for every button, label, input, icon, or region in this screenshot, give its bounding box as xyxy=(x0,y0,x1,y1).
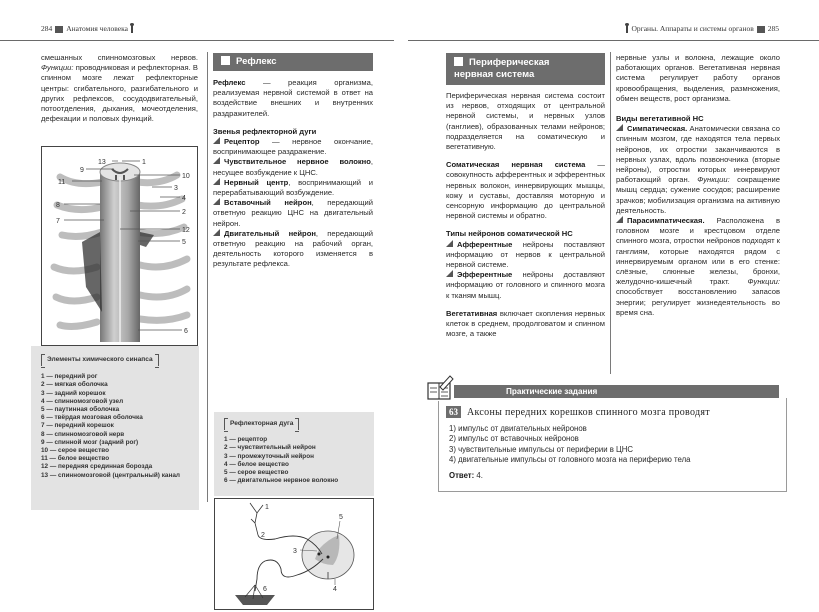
callout-13: 13 xyxy=(98,159,106,166)
legend-item: 4 — белое вещество xyxy=(224,460,289,468)
question-text: Аксоны передних корешков спинного мозга проводят xyxy=(467,407,710,418)
link-term: Чувствительное нервное волокно xyxy=(224,157,371,167)
reflex-link xyxy=(213,157,373,177)
link-term: Двигательный нейрон xyxy=(224,228,316,238)
link-text: , воспринимающий и перерабатывающий возбуждение. xyxy=(213,177,373,198)
reflex-arc-legend xyxy=(214,412,374,496)
question-row xyxy=(446,406,776,418)
legend-item: 5 — серое вещество xyxy=(224,469,289,477)
reflex-link xyxy=(213,178,373,198)
reflex-arc-links-title: Звенья рефлекторной дуги xyxy=(213,126,317,136)
callout-3: 3 xyxy=(174,185,178,192)
synapse-legend xyxy=(31,346,199,510)
vegetative-term: Вегетативная xyxy=(446,308,498,318)
reflex-header-text: Рефлекс xyxy=(236,56,277,67)
answer-option: 1) импульс от двигательных нейронов xyxy=(449,424,587,434)
triangle-bullet-icon xyxy=(213,229,220,236)
triangle-bullet-icon xyxy=(616,124,623,131)
legend-item: 3 — промежуточный нейрон xyxy=(224,452,314,460)
synapse-legend-title: Элементы химического синапса xyxy=(41,354,159,366)
practice-band-label: Практические задания xyxy=(506,387,598,396)
vegetative-text: включает скопления нервных клеток в среднем, продолговатом и спинном мозге, а также xyxy=(446,308,605,339)
legend-item: 3 — задний корешок xyxy=(41,389,106,397)
left-column-divider xyxy=(207,52,208,502)
somatic-term: Соматическая нервная система xyxy=(446,160,586,170)
square-icon xyxy=(757,26,765,33)
legend-item: 4 — спинномозговой узел xyxy=(41,397,124,405)
legend-item: 10 — серое вещество xyxy=(41,447,109,455)
legend-item: 1 — передний рог xyxy=(41,373,98,381)
parasympathetic-paragraph xyxy=(616,216,780,318)
sympathetic-text: Анатомически связана со спинным мозгом, где находятся тела первых нейронов, их отростки заканчиваются в нервных узлах, вдоль позвоночника (вторые нейроны), отростки которых иннервируют работающий орган. xyxy=(616,124,780,185)
callout-5: 5 xyxy=(339,514,343,521)
link-text: , передающий ответную реакцию ЦНС на двигательный нейрон. xyxy=(213,198,373,228)
reflex-legend-title: Рефлекторная дуга xyxy=(224,418,299,430)
spinal-cord-illustration xyxy=(42,147,197,345)
triangle-bullet-icon xyxy=(213,157,220,164)
right-running-head xyxy=(623,24,779,34)
square-icon xyxy=(55,26,63,33)
neuron-type-term: Эфферентные xyxy=(457,270,513,280)
neuron-type-term: Афферентные xyxy=(457,239,513,249)
notebook-pencil-icon xyxy=(426,375,454,401)
answer-label: Ответ: xyxy=(449,471,475,481)
intro-text-block xyxy=(41,53,198,124)
functions-label: Функции: xyxy=(41,63,74,73)
callout-1: 1 xyxy=(142,159,146,166)
callout-6: 6 xyxy=(263,586,267,593)
sympathetic-functions: сокращение мышц сердца; сужение сосудов; расширение зрачков; мобилизация организма на активную деятельность. xyxy=(616,175,780,215)
functions-text: проводниковая и рефлекторная. В спинном мозге лежат рефлекторные центры: сгибательного, разгибательного и других рефлексов, сосудодвигательный, потоотделения, дыхания, мочеотделения, дефекации и половых функций. xyxy=(41,63,198,124)
legend-item: 8 — спинномозговой нерв xyxy=(41,430,125,438)
link-term: Вставочный нейрон xyxy=(224,198,312,208)
left-header-rule xyxy=(0,40,394,41)
reflex-link xyxy=(213,137,373,157)
somatic-text: — совокупность афферентных и эфферентных нервных волокон, иннервирующих мышцы, кожу и суставы, доставляя моторную и сенсорную информацию до центральной нервной системы и обратно. xyxy=(446,160,605,221)
pns-intro: Периферическая нервная система состоит из нервов, отходящих от центральной нервной системы, и нервных узлов (ганглиев), образованных телами нейронов; подразделяется на соматическую и вегетативную. xyxy=(446,91,605,152)
human-figure-icon xyxy=(131,25,133,33)
triangle-bullet-icon xyxy=(446,240,453,247)
reflex-arc-figure xyxy=(214,498,374,610)
answer-option: 3) чувствительные импульсы от периферии в ЦНС xyxy=(449,444,634,454)
triangle-bullet-icon xyxy=(616,216,623,223)
triangle-bullet-icon xyxy=(446,270,453,277)
answer-option: 4) двигательные импульсы от головного мозга на периферию тела xyxy=(449,454,691,464)
link-text: , несущее возбуждение к ЦНС. xyxy=(213,157,373,177)
square-icon xyxy=(454,57,463,66)
vegetative-column xyxy=(616,53,780,318)
legend-item: 7 — передний корешок xyxy=(41,422,114,430)
neuron-types-title: Типы нейронов соматической НС xyxy=(446,229,573,239)
triangle-bullet-icon xyxy=(213,137,220,144)
link-text: — нервное окончание, воспринимающее раздражение. xyxy=(213,137,373,157)
legend-item: 9 — спинной мозг (задний рог) xyxy=(41,438,139,446)
functions-label: Функции: xyxy=(747,277,780,287)
callout-1: 1 xyxy=(265,504,269,511)
pns-section xyxy=(446,53,605,339)
triangle-bullet-icon xyxy=(213,198,220,205)
left-page-number: 284 xyxy=(41,24,53,33)
legend-item: 12 — передняя срединная борозда xyxy=(41,463,153,471)
answer-row xyxy=(449,471,776,481)
left-running-head xyxy=(41,24,136,34)
callout-5: 5 xyxy=(182,239,186,246)
legend-item: 1 — рецептор xyxy=(224,436,268,444)
intro-line: смешанных спинномозговых нервов. xyxy=(41,53,198,62)
right-column-divider xyxy=(610,52,611,374)
answer-option: 2) импульс от вставочных нейронов xyxy=(449,434,579,444)
callout-9: 9 xyxy=(80,167,84,174)
spinal-cord-figure xyxy=(41,146,198,346)
left-running-title: Анатомия человека xyxy=(66,24,128,33)
callout-6: 6 xyxy=(184,328,188,335)
functions-label: Функции: xyxy=(697,175,730,185)
legend-item: 13 — спинномозговой (центральный) канал xyxy=(41,471,180,479)
neuron-type-text: нейроны доставляют информацию от головного и спинного мозга к тканям мышц. xyxy=(446,270,605,300)
parasympathetic-text: Расположена в головном мозге и крестцовом отделе спинного мозга, отростки нейронов подходят к ганглиям, которые находятся рядом с иннервируемым органом или в его стенке: слёзные, слюнные железы, бронхи, желудочно-кишечный тракт. xyxy=(616,216,780,287)
practice-task-box xyxy=(438,398,787,492)
neuron-type xyxy=(446,240,605,271)
legend-item: 2 — мягкая оболочка xyxy=(41,381,108,389)
practice-band xyxy=(446,385,779,398)
callout-2: 2 xyxy=(182,209,186,216)
callout-8: 8 xyxy=(56,202,60,209)
link-term: Нервный центр xyxy=(224,177,289,187)
reflex-definition: — реакция организма, реализуемая нервной системой в ответ на воздействие внешних и внутренних раздражителей. xyxy=(213,78,373,118)
square-icon xyxy=(221,56,230,65)
sympathetic-paragraph xyxy=(616,124,780,216)
legend-item: 11 — белое вещество xyxy=(41,455,110,463)
callout-4: 4 xyxy=(333,586,337,593)
sympathetic-term: Симпатическая. xyxy=(627,124,688,134)
question-number-badge: 63 xyxy=(446,406,461,418)
right-running-title: Органы. Аппараты и системы органов xyxy=(631,24,754,33)
pns-section-header xyxy=(446,53,605,85)
reflex-section xyxy=(213,53,373,270)
link-text: , передающий ответную реакцию на рабочий орган, деятельность которого изменяется в результате рефлекса. xyxy=(213,228,373,269)
right-header-rule xyxy=(408,40,819,41)
answer-value: 4. xyxy=(476,471,483,481)
human-figure-icon xyxy=(626,25,628,33)
callout-3: 3 xyxy=(293,548,297,555)
legend-item: 5 — паутинная оболочка xyxy=(41,406,120,414)
neuron-type-text: нейроны поставляют информацию от нервов к центральной нервной системе. xyxy=(446,239,605,270)
callout-7: 7 xyxy=(56,218,60,225)
vegetative-continuation: нервные узлы и волокна, лежащие около работающих органов. Вегетативная нервная система регулирует работу органов кровообращения, выделения, размножения, обмен веществ, рост организма. xyxy=(616,53,780,103)
reflex-arc-illustration xyxy=(215,499,373,609)
right-page-number: 285 xyxy=(767,24,779,33)
parasympathetic-functions: способствует восстановлению запасов энергии; регулирует жизнедеятельность во время сна. xyxy=(616,287,780,317)
callout-4: 4 xyxy=(182,195,186,202)
pns-header-line1: Периферическая xyxy=(469,57,550,68)
reflex-link xyxy=(213,229,373,270)
callout-12: 12 xyxy=(182,227,190,234)
callout-11: 11 xyxy=(58,179,66,186)
neuron-type xyxy=(446,270,605,301)
parasympathetic-term: Парасимпатическая. xyxy=(627,216,705,226)
vegetative-types-title: Виды вегетативной НС xyxy=(616,114,704,124)
callout-10: 10 xyxy=(182,173,190,180)
pns-header-line2: нервная система xyxy=(454,69,535,80)
reflex-section-header xyxy=(213,53,373,71)
link-term: Рецептор xyxy=(224,137,260,147)
legend-item: 6 — двигательное нервное волокно xyxy=(224,477,339,485)
reflex-link xyxy=(213,198,373,229)
reflex-term: Рефлекс xyxy=(213,78,246,87)
legend-item: 2 — чувствительный нейрон xyxy=(224,444,316,452)
callout-2: 2 xyxy=(261,532,265,539)
legend-item: 6 — твёрдая мозговая оболочка xyxy=(41,414,143,422)
triangle-bullet-icon xyxy=(213,178,220,185)
practice-tasks-block xyxy=(446,385,779,492)
